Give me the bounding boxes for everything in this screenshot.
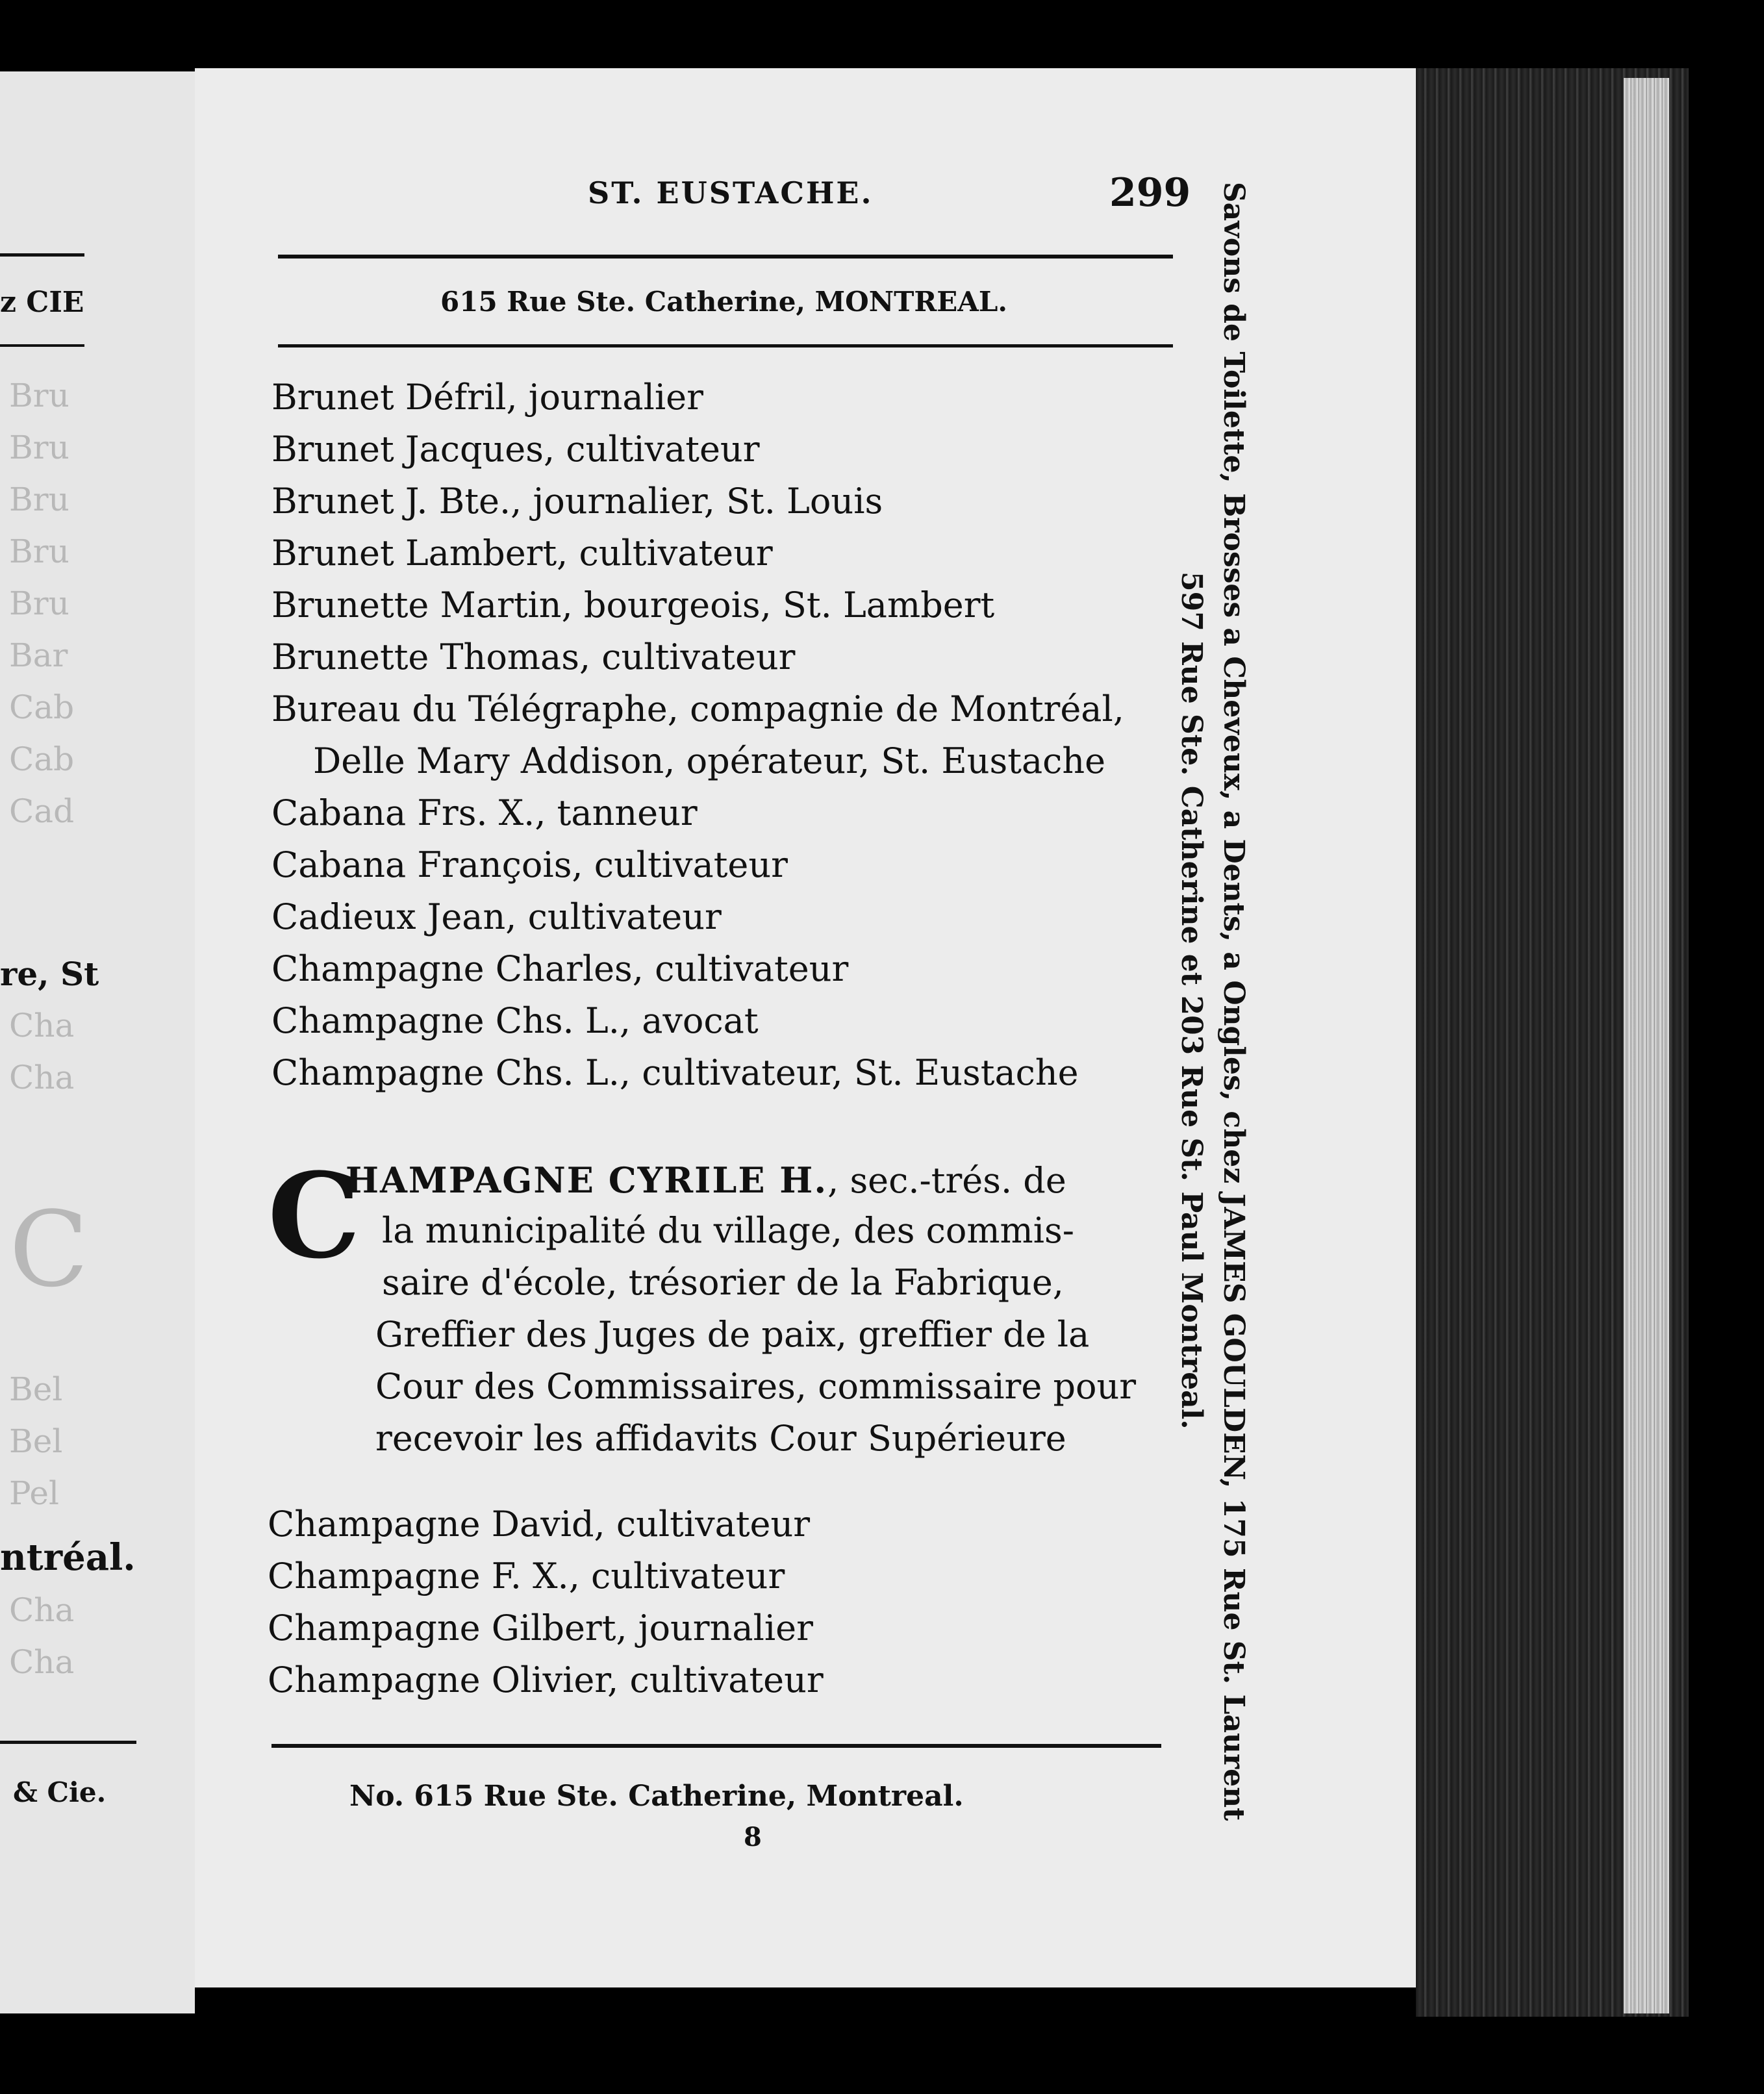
featured-entry-line: recevoir les affidavits Cour Supérieure — [375, 1418, 1066, 1459]
directory-entry: Bureau du Télégraphe, compagnie de Montréal, — [271, 688, 1124, 729]
featured-entry-line: Greffier des Juges de paix, greffier de la — [375, 1314, 1090, 1355]
directory-entry: Brunet Défril, journalier — [271, 377, 703, 418]
featured-entry-line: la municipalité du village, des commis- — [382, 1210, 1074, 1251]
header-rule-top — [278, 255, 1173, 259]
directory-entry: Brunette Martin, bourgeois, St. Lambert — [271, 585, 995, 625]
left-page-bleed-dropcap: C — [9, 1189, 89, 1310]
directory-entry: Cadieux Jean, cultivateur — [271, 896, 722, 937]
page-number: 299 — [1109, 170, 1191, 216]
directory-entry: Cabana Frs. X., tanneur — [271, 792, 698, 833]
left-page-bleed-text: Bru — [9, 533, 69, 570]
book-page-edge-strip — [1624, 78, 1669, 2013]
left-page-bleed-text: Bar — [9, 637, 68, 674]
directory-entry-continuation: Delle Mary Addison, opérateur, St. Eustache — [313, 740, 1106, 781]
directory-entry: Champagne Charles, cultivateur — [271, 948, 849, 989]
directory-entry: Champagne Gilbert, journalier — [268, 1608, 813, 1648]
side-advert-line-1: Savons de Toilette, Brosses a Cheveux, a Dents, a Ongles, chez JAMES GOULDEN, 175 Rue St. Laurent — [1217, 182, 1250, 1821]
left-page-rule-bottom — [0, 1741, 136, 1744]
directory-entry: Brunet Lambert, cultivateur — [271, 533, 773, 574]
directory-entry: Champagne Chs. L., avocat — [271, 1000, 759, 1041]
left-page-rule-2 — [0, 344, 84, 347]
directory-entry: Brunette Thomas, cultivateur — [271, 637, 796, 677]
directory-entry: Champagne Chs. L., cultivateur, St. Eustache — [271, 1052, 1079, 1093]
left-page-bleed-text: Cab — [9, 688, 75, 726]
running-title: ST. EUSTACHE. — [588, 175, 874, 210]
left-page-bleed-text: Pel — [9, 1474, 59, 1512]
address-banner: 615 Rue Ste. Catherine, MONTREAL. — [440, 286, 1008, 318]
left-page-line-fragment: ntréal. — [0, 1536, 136, 1579]
directory-entry: Brunet Jacques, cultivateur — [271, 429, 760, 470]
directory-entry: Brunet J. Bte., journalier, St. Louis — [271, 481, 883, 522]
featured-entry-title: , sec.-trés. de — [827, 1160, 1066, 1201]
left-page-bleed-text: Cha — [9, 1643, 75, 1681]
left-page-bleed-text: Cha — [9, 1059, 75, 1096]
footer-rule — [271, 1744, 1161, 1748]
left-page-bleed-text: Bru — [9, 429, 69, 466]
featured-entry-name: HAMPAGNE CYRILE H. — [346, 1159, 828, 1201]
side-advert-line-2: 597 Rue Ste. Catherine et 203 Rue St. Paul Montreal. — [1175, 572, 1208, 1430]
left-page-bleed-text: Bel — [9, 1370, 63, 1408]
left-page-bleed-text: Bru — [9, 377, 69, 414]
left-page-bleed-text: Cha — [9, 1591, 75, 1629]
left-page-bleed-text: Cha — [9, 1007, 75, 1044]
featured-entry-drop-cap: C — [268, 1148, 361, 1285]
left-page-bleed-text: Cab — [9, 740, 75, 778]
directory-entry: Champagne Olivier, cultivateur — [268, 1659, 824, 1700]
left-page-footer-fragment: & Cie. — [13, 1776, 107, 1808]
featured-entry-line: Cour des Commissaires, commissaire pour — [375, 1366, 1137, 1407]
directory-entry: Champagne F. X., cultivateur — [268, 1556, 785, 1596]
left-page-bleed-text: Bel — [9, 1422, 63, 1460]
header-rule-bottom — [278, 344, 1173, 347]
left-facing-page — [0, 71, 195, 2013]
footer-address: No. 615 Rue Ste. Catherine, Montreal. — [349, 1780, 964, 1813]
left-page-line-fragment: re, St — [0, 955, 99, 993]
featured-entry-first-line — [346, 1159, 1066, 1201]
left-page-bleed-text: Bru — [9, 585, 69, 622]
left-page-bleed-text: Bru — [9, 481, 69, 518]
left-page-rule-top — [0, 253, 84, 257]
left-page-header-fragment: z CIE — [0, 286, 84, 319]
signature-mark: 8 — [744, 1822, 762, 1852]
left-page-bleed-text: Cad — [9, 792, 75, 830]
featured-entry-line: saire d'école, trésorier de la Fabrique, — [382, 1262, 1064, 1303]
directory-entry: Cabana François, cultivateur — [271, 844, 788, 885]
directory-entry: Champagne David, cultivateur — [268, 1504, 811, 1545]
